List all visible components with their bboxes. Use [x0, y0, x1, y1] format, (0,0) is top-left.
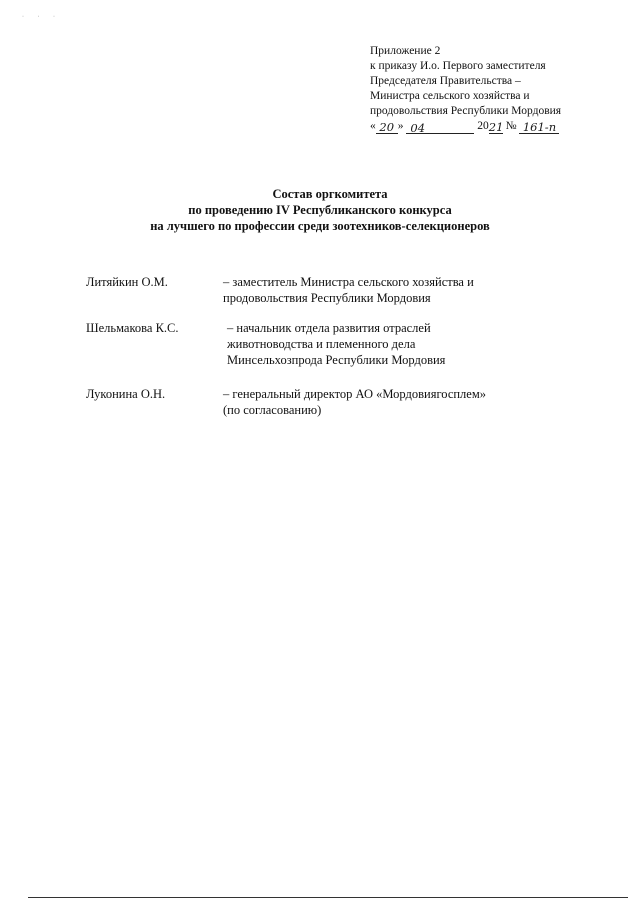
member-role-line: – заместитель Министра сельского хозяйства и: [223, 275, 474, 289]
appendix-number: Приложение 2: [370, 45, 441, 57]
appendix-header: [370, 44, 630, 134]
issuer-title-line-2: Министра сельского хозяйства и: [370, 90, 530, 102]
title-line-3: на лучшего по профессии среди зоотехников-селекционеров: [150, 219, 490, 233]
committee-members-list: [86, 274, 586, 418]
member-role: [223, 386, 586, 418]
issuer-title-line-1: Председателя Правительства –: [370, 75, 521, 87]
member-name: Шельмакова К.С.: [86, 321, 179, 335]
order-date-line: [370, 119, 630, 134]
order-month: 04: [406, 121, 474, 134]
order-year-suffix: 21: [488, 120, 504, 134]
order-number: 161-п: [519, 120, 559, 134]
member-role-line: продовольствия Республики Мордовия: [223, 291, 431, 305]
member-name: Луконина О.Н.: [86, 387, 166, 401]
title-line-1: Состав оргкомитета: [272, 187, 388, 201]
member-role-line: (по согласованию): [223, 403, 322, 417]
year-prefix: 20: [477, 120, 489, 132]
issuer-title-line-3: продовольствия Республики Мордовия: [370, 105, 562, 117]
member-role: [227, 320, 586, 368]
member-row: [86, 320, 586, 386]
member-role-line: Минсельхозпрода Республики Мордовия: [227, 353, 446, 367]
close-quote: »: [397, 120, 404, 132]
member-row: [86, 386, 586, 418]
member-role-line: животноводства и племенного дела: [227, 337, 416, 351]
member-name: Литяйкин О.М.: [86, 275, 168, 289]
member-row: [86, 274, 586, 320]
open-quote: «: [370, 120, 376, 132]
title-line-2: по проведению IV Республиканского конкурса: [188, 203, 452, 217]
member-role: [223, 274, 586, 306]
document-title: [0, 186, 640, 234]
number-label: №: [505, 120, 517, 132]
member-role-line: – генеральный директор АО «Мордовиягосплем»: [223, 387, 487, 401]
order-day: 20: [376, 120, 398, 134]
page-bottom-edge: [28, 897, 628, 898]
order-reference: к приказу И.о. Первого заместителя: [370, 60, 546, 72]
scan-marks: · · ·: [22, 14, 61, 20]
member-role-line: – начальник отдела развития отраслей: [227, 321, 431, 335]
